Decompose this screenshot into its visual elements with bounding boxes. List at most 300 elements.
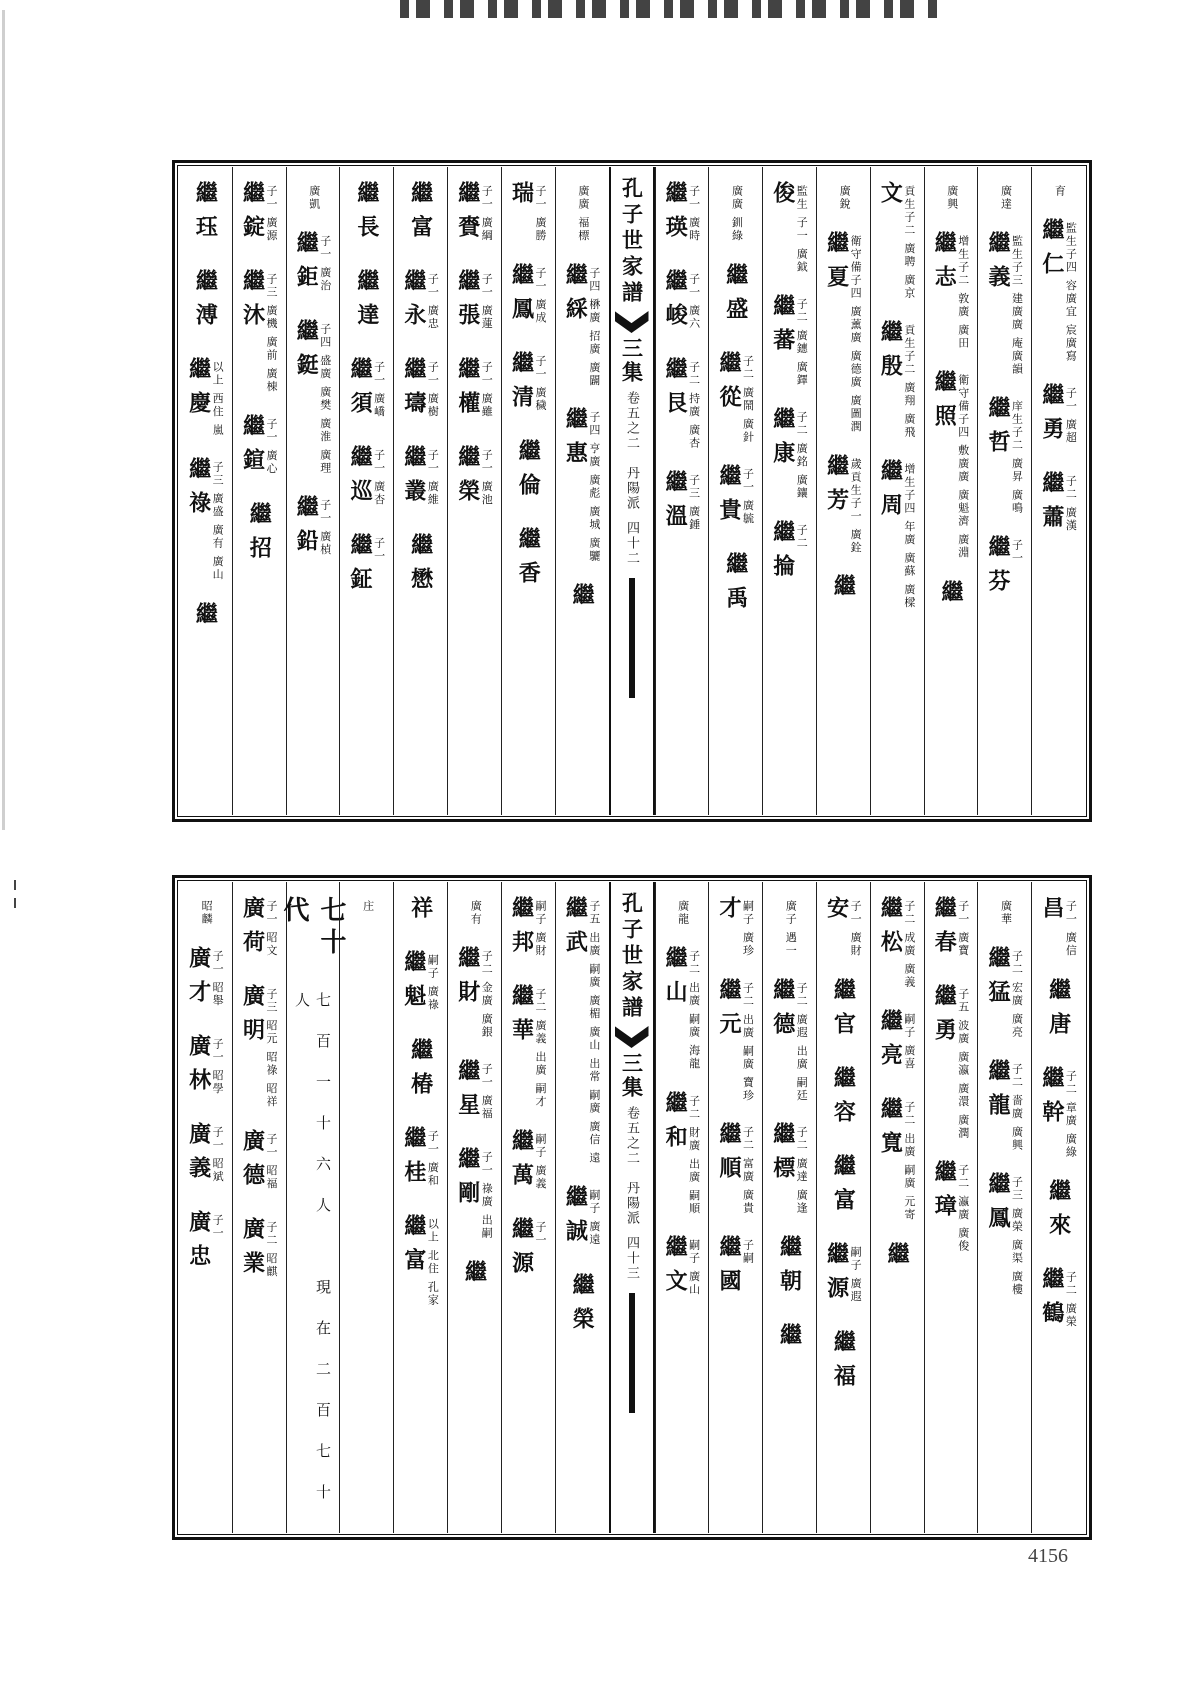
register-entry — [400, 445, 440, 513]
person-name: 繼鉅 — [293, 231, 320, 299]
person-name: 繼桂 — [400, 1126, 427, 1194]
descendant-note: 廣銳 — [838, 185, 852, 211]
register-entry — [454, 357, 494, 425]
scanned-top-edge — [400, 0, 940, 18]
descendant-note: 子一 廣蓮 — [480, 273, 494, 331]
descendant-note: 廣有 — [469, 900, 483, 926]
register-entry — [715, 1235, 755, 1303]
person-name: 繼長 — [353, 181, 380, 249]
register-entry — [879, 320, 915, 439]
person-name: 文 — [877, 181, 904, 215]
descendant-note: 子四 楙廣 招廣 廣闢 — [587, 266, 601, 387]
person-name: 繼盛 — [722, 262, 749, 331]
register-entry — [769, 977, 809, 1103]
person-name: 昌 — [1038, 896, 1065, 930]
descendant-note: 子一 昭斌 — [211, 1126, 225, 1184]
person-name: 繼照 — [931, 370, 958, 438]
register-entry — [508, 896, 548, 964]
person-name: 繼 — [776, 1323, 803, 1357]
register-entry — [1038, 1266, 1078, 1335]
descendant-note: 衛守備子四 廣薰廣 廣德廣 廣圖潤 — [849, 235, 863, 434]
descendant-note: 監生 子一 廣鉞 — [795, 185, 809, 274]
person-name: 瑞 — [508, 181, 535, 215]
person-name: 廣林 — [185, 1034, 212, 1102]
register-entry — [564, 263, 600, 388]
descendant-note: 子一 廣楨 — [318, 499, 332, 557]
center-banner — [609, 167, 655, 815]
register-entry — [241, 1217, 277, 1285]
register-column — [655, 167, 709, 815]
register-entry — [192, 269, 219, 337]
register-entry — [407, 181, 434, 249]
descendant-note: 子二 廣達 廣逢 — [795, 1126, 809, 1215]
register-entry — [295, 495, 331, 563]
descendant-note: 子一 廣杏 — [372, 449, 386, 507]
person-name: 繼溫 — [662, 470, 689, 538]
register-entry — [185, 357, 225, 437]
register-entry — [715, 977, 755, 1103]
person-name: 繼志 — [931, 231, 958, 299]
person-name: 繼永 — [400, 269, 427, 337]
person-name: 繼德 — [769, 977, 796, 1046]
register-entry — [830, 574, 857, 608]
person-name: 廣義 — [185, 1122, 212, 1190]
register-entry — [664, 181, 700, 249]
register-entry — [664, 946, 700, 1071]
descendant-note: 子二 宏廣 廣亮 — [1010, 950, 1024, 1039]
descendant-note: 嗣子 廣財 — [534, 900, 548, 958]
register-entry — [830, 977, 857, 1046]
person-name: 繼綵 — [562, 262, 589, 331]
descendant-note: 嗣子 廣喜 — [902, 1013, 916, 1071]
descendant-note: 嗣子 廣珍 — [741, 900, 755, 958]
descendant-note: 子嗣 — [741, 1239, 755, 1265]
person-name: 繼萬 — [508, 1128, 535, 1197]
descendant-note: 廣興 — [945, 185, 959, 211]
register-entry — [185, 946, 225, 1014]
descendant-note: 子二 廣銘 廣鑲 — [795, 411, 809, 500]
register-entry — [776, 1323, 803, 1357]
descendant-note: 子一 廣寶 — [956, 900, 970, 958]
margin-tick — [14, 898, 16, 908]
register-entry — [1045, 977, 1072, 1046]
generation-column — [279, 882, 347, 1533]
register-column — [762, 882, 816, 1533]
descendant-note: 子二 廣鬧 廣針 — [741, 354, 755, 444]
register-entry — [454, 181, 494, 249]
register-column — [977, 882, 1031, 1533]
person-name: 繼 — [830, 574, 857, 608]
descendant-note: 子五 出廣 嗣廣 廣楣 廣山 出常 嗣廣 廣信 遠 — [587, 900, 601, 1165]
descendant-note: 子一 廣維 — [426, 449, 440, 507]
binding-shadow — [2, 10, 5, 830]
descendant-note: 子一 昭舉 — [211, 950, 225, 1008]
register-entry — [937, 579, 964, 614]
register-column — [555, 882, 609, 1533]
person-name: 廣才 — [185, 946, 212, 1014]
register-entry — [241, 181, 277, 249]
register-column — [501, 882, 555, 1533]
register-entry — [987, 535, 1023, 603]
person-name: 繼峻 — [662, 269, 689, 337]
register-entry — [407, 896, 434, 930]
person-name: 繼富 — [400, 1214, 427, 1282]
person-name: 繼賚 — [454, 181, 481, 249]
register-entry — [349, 445, 385, 513]
descendant-note: 子一 廣樹 — [426, 361, 440, 419]
person-name: 繼榮 — [569, 1272, 596, 1341]
register-entry — [461, 1260, 488, 1294]
register-entry — [879, 1097, 915, 1222]
register-entry — [987, 1059, 1023, 1152]
register-entry — [879, 1009, 915, 1077]
descendant-note: 子一 廣超 — [1064, 387, 1078, 445]
descendant-note: 監生子四 容廣宜 宸廣寫 — [1064, 222, 1078, 363]
register-entry — [879, 896, 915, 989]
descendant-note: 嗣子 廣祿 — [426, 954, 440, 1012]
person-name: 繼巡 — [347, 445, 374, 513]
register-column — [447, 882, 501, 1533]
register-entry — [823, 1241, 863, 1310]
person-name: 繼須 — [347, 357, 374, 425]
descendant-note: 子一 廣忠 — [426, 273, 440, 331]
person-name: 繼夏 — [823, 231, 850, 299]
person-name: 繼從 — [715, 350, 742, 419]
register-column — [555, 167, 609, 815]
person-name: 繼亮 — [877, 1009, 904, 1077]
person-name: 繼掄 — [769, 520, 796, 588]
person-name: 繼寬 — [877, 1097, 904, 1165]
register-entry — [715, 350, 755, 444]
register-entry — [1038, 218, 1078, 363]
register-entry — [515, 526, 542, 595]
person-name: 俊 — [769, 181, 796, 215]
register-entry — [715, 1122, 755, 1215]
person-name: 繼鋌 — [293, 319, 320, 387]
descendant-note: 子一 — [1010, 539, 1024, 565]
descendant-note: 衛守備子四 敷廣廣 廣魁濟 廣淵 — [956, 374, 970, 560]
collection-label: 三集 — [619, 1052, 645, 1100]
descendant-note: 庠生子二 廣昇 廣鳴 — [1010, 400, 1024, 515]
register-entry — [241, 984, 277, 1109]
person-name: 繼魁 — [400, 950, 427, 1018]
chevron-ornament-icon — [615, 311, 649, 333]
register-entry — [664, 357, 700, 450]
book-title: 孔子世家譜 — [619, 177, 645, 307]
banner-bar — [629, 578, 635, 698]
descendant-note: 以上 北住 孔家 — [426, 1218, 440, 1307]
register-column — [179, 167, 232, 815]
person-name: 繼猛 — [985, 946, 1011, 1014]
generation-count: 七百一十六人 現在二百七十人 — [293, 992, 333, 1526]
collection-label: 三集 — [619, 337, 645, 385]
register-entry — [722, 262, 749, 331]
descendant-note: 嗣子 廣遐 — [849, 1245, 863, 1303]
register-entry — [564, 1185, 600, 1253]
person-name: 繼珏 — [192, 181, 219, 249]
person-name: 繼龍 — [985, 1059, 1011, 1127]
person-name: 繼 — [937, 579, 964, 614]
descendant-note: 子一 — [372, 537, 386, 563]
register-entry — [400, 1214, 440, 1307]
person-name: 繼華 — [508, 984, 535, 1052]
register-entry — [664, 1235, 700, 1303]
register-entry — [1038, 896, 1078, 958]
descendant-note: 子三 廣錘 — [687, 474, 701, 532]
register-entry — [185, 457, 225, 582]
generation-heading: 七十代 — [279, 896, 347, 960]
person-name: 繼星 — [454, 1059, 481, 1127]
person-name: 繼財 — [454, 946, 481, 1014]
descendant-note: 廣凱 — [307, 185, 321, 211]
descendant-note: 子二 富廣 廣貴 — [741, 1126, 755, 1215]
descendant-note: 子四 盛廣 廣樊 廣淮 廣理 — [318, 323, 332, 475]
descendant-note: 子二 財廣 出廣 嗣順 — [687, 1094, 701, 1215]
descendant-note: 嗣子 廣義 — [534, 1132, 548, 1190]
register-entry — [837, 181, 851, 211]
person-name: 繼錠 — [239, 181, 266, 249]
person-name: 繼哲 — [985, 396, 1011, 464]
register-entry — [776, 1235, 803, 1303]
person-name: 繼貴 — [715, 463, 742, 532]
register-entry — [192, 601, 219, 636]
descendant-note: 子一 廣雖 — [480, 361, 494, 419]
person-name: 繼勇 — [1038, 383, 1065, 451]
register-entry — [675, 896, 689, 926]
person-name: 繼璹 — [400, 357, 427, 425]
register-column — [393, 882, 447, 1533]
person-name: 繼蕃 — [769, 294, 796, 362]
upper-page — [172, 160, 1092, 822]
register-entry — [185, 1034, 225, 1102]
descendant-note: 子一 廣時 — [687, 185, 701, 243]
descendant-note: 廣龍 — [676, 900, 690, 926]
person-name: 繼山 — [662, 946, 689, 1014]
person-name: 繼鍹 — [239, 413, 266, 482]
person-name: 安 — [823, 896, 850, 930]
descendant-note: 子一 廣源 — [264, 185, 278, 243]
person-name: 繼朝 — [776, 1235, 803, 1303]
descendant-note: 子一 — [211, 1214, 225, 1240]
register-entry — [944, 181, 958, 211]
person-name: 繼祿 — [185, 457, 212, 525]
person-name: 繼來 — [1045, 1178, 1072, 1247]
register-entry — [769, 1122, 809, 1215]
person-name: 繼福 — [830, 1329, 857, 1398]
person-name: 繼 — [461, 1260, 488, 1294]
register-entry — [349, 533, 385, 601]
person-name: 繼松 — [877, 896, 904, 964]
person-name: 繼蕭 — [1038, 471, 1065, 539]
register-entry — [400, 269, 440, 337]
person-name: 繼順 — [715, 1122, 742, 1190]
descendant-note: 子一 — [534, 1220, 548, 1247]
descendant-note: 庄 — [361, 900, 375, 913]
person-name: 繼武 — [562, 896, 589, 964]
register-entry — [823, 231, 863, 434]
register-entry — [241, 269, 277, 394]
descendant-note: 子二 出廣 嗣廣 海龍 — [687, 950, 701, 1071]
register-entry — [306, 181, 320, 211]
register-column — [286, 167, 340, 815]
person-name: 繼源 — [823, 1241, 850, 1310]
register-entry — [569, 1272, 596, 1341]
descendant-note: 子一 廣嶠 — [372, 361, 386, 419]
register-entry — [407, 1038, 434, 1106]
descendant-note: 子二 廣義 出廣 嗣才 — [534, 988, 548, 1109]
register-entry — [508, 350, 548, 419]
descendant-note: 子一 廣池 — [480, 449, 494, 507]
register-entry — [715, 896, 755, 958]
person-name: 繼權 — [454, 357, 481, 425]
register-entry — [987, 231, 1023, 376]
banner-bar — [629, 1293, 635, 1413]
register-entry — [353, 181, 380, 249]
person-name: 繼 — [884, 1241, 911, 1276]
descendant-note: 子一 廣綱 — [480, 185, 494, 243]
person-name: 廣忠 — [185, 1210, 212, 1278]
descendant-note: 子一 廣心 — [264, 417, 278, 475]
register-column — [232, 167, 286, 815]
descendant-note: 子二 廣鏸 廣鐸 — [795, 298, 809, 387]
descendant-note: 子一 廣治 — [318, 235, 332, 293]
person-name: 繼富 — [407, 181, 434, 249]
person-name: 繼張 — [454, 269, 481, 337]
register-entry — [454, 1147, 494, 1240]
person-name: 繼艮 — [662, 357, 689, 425]
register-entry — [400, 1126, 440, 1194]
person-name: 繼誠 — [562, 1184, 589, 1253]
register-entry — [400, 950, 440, 1018]
register-entry — [987, 1172, 1023, 1297]
person-name: 繼璋 — [931, 1160, 958, 1228]
register-entry — [830, 1065, 857, 1134]
register-entry — [769, 520, 809, 588]
register-entry — [987, 396, 1023, 515]
register-column — [339, 167, 393, 815]
center-banner — [609, 882, 655, 1533]
descendant-note: 子二 廣漢 — [1064, 475, 1078, 533]
person-name: 繼香 — [515, 526, 542, 595]
person-name: 繼鳳 — [985, 1172, 1011, 1240]
person-name: 繼鉦 — [347, 533, 374, 601]
person-name: 繼標 — [769, 1122, 796, 1190]
register-entry — [933, 984, 969, 1140]
register-column — [393, 167, 447, 815]
register-entry — [295, 231, 331, 299]
person-name: 繼勇 — [931, 984, 958, 1052]
register-entry — [508, 1128, 548, 1197]
descendant-note: 子二 成廣 廣義 — [902, 900, 916, 989]
register-entry — [1052, 181, 1066, 198]
person-name: 繼幹 — [1038, 1065, 1065, 1134]
descendant-note: 子一 廣福 — [480, 1063, 494, 1121]
descendant-note: 子二 瀛廣 廣俊 — [956, 1164, 970, 1253]
register-column — [655, 882, 709, 1533]
descendant-note: 子四 亨廣 廣彪 廣城 廣驪 — [587, 411, 601, 563]
person-name: 繼文 — [662, 1235, 689, 1303]
register-entry — [722, 551, 749, 620]
person-name: 繼殷 — [877, 320, 904, 388]
register-entry — [575, 181, 589, 243]
book-title: 孔子世家譜 — [619, 892, 645, 1022]
register-entry — [769, 181, 809, 274]
register-entry — [360, 896, 374, 913]
person-name: 繼達 — [353, 269, 380, 337]
register-column — [501, 167, 555, 815]
person-name: 繼禹 — [722, 551, 749, 620]
descendant-note: 子一 廣成 — [534, 266, 548, 324]
register-entry — [664, 470, 700, 538]
descendant-note: 貢生子二 廣聘 廣京 — [902, 185, 916, 300]
person-name: 繼富 — [830, 1153, 857, 1222]
register-entry — [715, 463, 755, 532]
person-name: 繼唐 — [1045, 977, 1072, 1046]
register-entry — [769, 407, 809, 500]
register-entry — [508, 1216, 548, 1285]
descendant-note: 子一 祿廣 出嗣 — [480, 1151, 494, 1240]
descendant-note: 子一 廣六 — [687, 273, 701, 331]
register-entry — [664, 269, 700, 337]
descendant-note: 子一 廣穢 — [534, 354, 548, 412]
register-column — [870, 882, 924, 1533]
descendant-note: 增生子四 年廣 廣蘇 廣樑 — [902, 463, 916, 610]
descendant-note: 貢生子二 廣翔 廣飛 — [902, 324, 916, 439]
person-name: 繼清 — [508, 350, 535, 419]
chevron-ornament-icon — [615, 1026, 649, 1048]
person-name: 繼沐 — [239, 269, 266, 337]
register-entry — [884, 1241, 911, 1276]
register-entry — [564, 896, 600, 1165]
person-name: 繼邦 — [508, 896, 535, 964]
person-name: 繼惠 — [562, 407, 589, 475]
person-name: 繼瑛 — [662, 181, 689, 249]
person-name: 繼 — [192, 601, 219, 636]
person-name: 繼倫 — [515, 438, 542, 507]
register-entry — [729, 181, 743, 243]
register-column — [924, 882, 978, 1533]
register-entry — [241, 896, 277, 964]
margin-tick — [14, 880, 16, 890]
descendant-note: 子三 廣榮 廣渠 廣樓 — [1010, 1176, 1024, 1297]
register-entry — [508, 181, 548, 243]
register-entry — [246, 501, 273, 570]
descendant-note: 子二 嗇廣 廣興 — [1010, 1063, 1024, 1152]
person-name: 繼懋 — [407, 533, 434, 601]
person-name: 才 — [715, 896, 742, 930]
volume-label: 卷五之二 丹陽派 — [624, 391, 639, 511]
register-entry — [823, 453, 863, 555]
register-entry — [349, 357, 385, 425]
person-name: 廣德 — [239, 1128, 266, 1197]
person-name: 繼官 — [830, 977, 857, 1046]
register-column — [447, 167, 501, 815]
person-name: 廣業 — [239, 1216, 266, 1285]
volume-label: 卷五之二 丹陽派 — [624, 1106, 639, 1226]
person-name: 繼元 — [715, 977, 742, 1046]
register-entry — [933, 370, 969, 560]
lower-page — [172, 875, 1092, 1540]
descendant-note: 子一 廣毓 — [741, 467, 755, 525]
register-entry — [1045, 1178, 1072, 1247]
descendant-note: 以上 西住 嵐 — [211, 361, 225, 437]
person-name: 繼剛 — [454, 1147, 481, 1215]
register-column — [816, 167, 870, 815]
register-entry — [933, 1160, 969, 1253]
descendant-note: 增生子二 敦廣 廣田 — [956, 235, 970, 350]
descendant-note: 子二 — [795, 524, 809, 550]
register-entry — [192, 181, 219, 249]
